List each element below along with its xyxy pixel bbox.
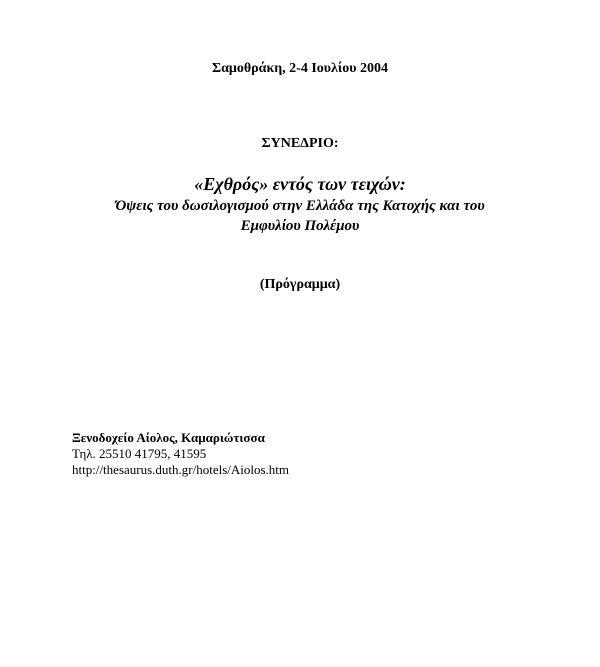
program-label: (Πρόγραμμα) — [259, 277, 341, 292]
venue-url-link[interactable]: http://thesaurus.duth.gr/hotels/Aiolos.htm — [72, 462, 290, 477]
conference-subtitle-line-2: Εμφυλίου Πολέμου — [240, 218, 360, 234]
conference-subtitle-line-1: Όψεις του δωσιλογισμού στην Ελλάδα της Κατοχής και του — [115, 198, 485, 214]
date-place-line: Σαμοθράκη, 2-4 Ιουλίου 2004 — [211, 61, 389, 76]
conference-label: ΣΥΝΕΔΡΙΟ: — [261, 136, 339, 151]
venue-block — [72, 430, 289, 478]
venue-name: Ξενοδοχείο Αίολος, Καμαριώτισσα — [72, 430, 265, 445]
venue-phone: Τηλ. 25510 41795, 41595 — [72, 446, 207, 461]
conference-title: «Εχθρός» εντός των τειχών: — [194, 174, 406, 194]
